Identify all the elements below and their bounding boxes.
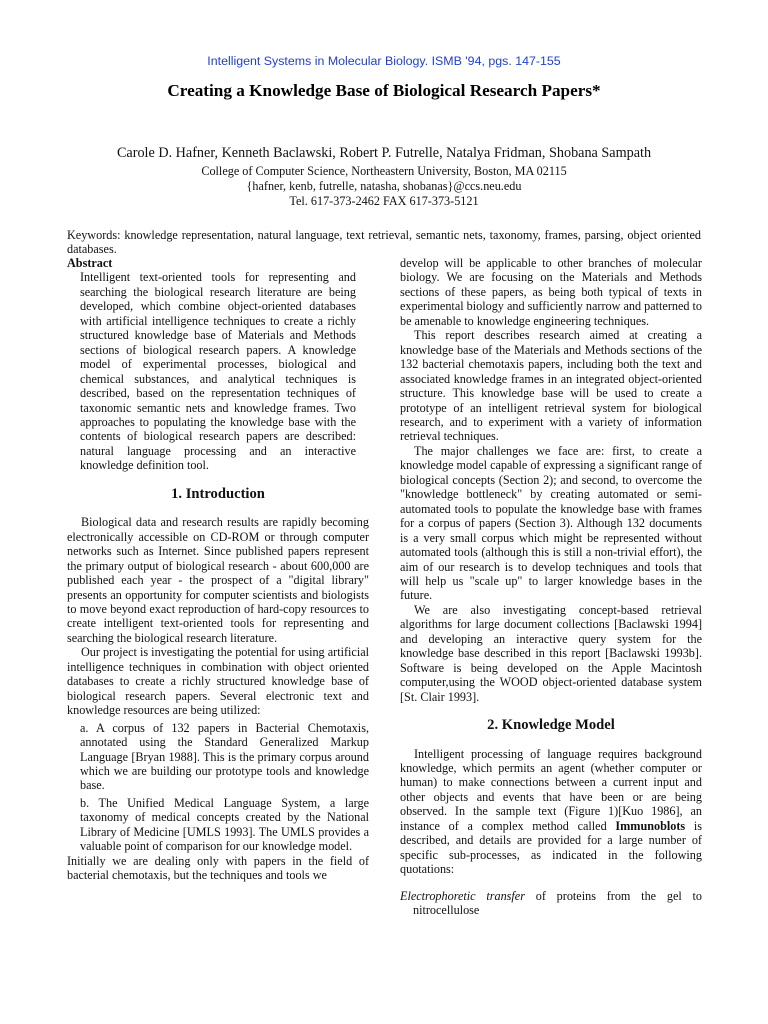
quotation bbox=[400, 889, 702, 918]
list-item-text: a. A corpus of 132 papers in Bacterial Chemotaxis, annotated using the Standard Generalized Markup Language [Bryan 1988]. This is the primary corpus around which we are building our prototype tools and knowledge base. bbox=[80, 720, 369, 793]
paragraph bbox=[400, 747, 702, 877]
list-item-text: b. The Unified Medical Language System, a large taxonomy of medical concepts created by the National Library of Medicine [UMLS 1993]. The UMLS provides a valuable point of comparison for our knowledge model. bbox=[80, 795, 369, 854]
paragraph-text: is described, and details are provided for a large number of specific sub-processes, as indicated in the following quotations: bbox=[400, 818, 702, 877]
paragraph: The major challenges we face are: first, to create a knowledge model capable of expressing a significant range of biological concepts (Section 2); and second, to overcome the "knowledge bottleneck" by creating automated or semi-automated tools to populate the knowledge base with frames for a corpus of papers (Section 3). Although 132 documents is a very small corpus which might be represented without automated tools (although this is still a non-trivial effort), the aim of our research is to develop techniques and tools that will help us "scale up" to larger knowledge bases in the future. bbox=[400, 443, 702, 603]
right-column bbox=[400, 256, 702, 917]
affiliation-line: College of Computer Science, Northeastern University, Boston, MA 02115 bbox=[201, 164, 567, 178]
paragraph: Biological data and research results are rapidly becoming electronically accessible on CD-ROM or through computer networks such as Internet. Since published papers represent the primary output of biological research - about 600,000 are published each year - the prospect of a "digital library" presents an opportunity for computer scientists and biologists to move beyond exact reproduction of hard-copy resources to create intelligent text-oriented tools for representing and searching the biological research literature. bbox=[67, 515, 369, 645]
abstract-heading: Abstract bbox=[67, 256, 113, 270]
emphasized-term: Immunoblots bbox=[615, 818, 686, 833]
quotation-text: of proteins from the gel to nitrocellulose bbox=[413, 888, 702, 918]
affiliation-block bbox=[0, 164, 768, 209]
author-list: Carole D. Hafner, Kenneth Baclawski, Robert P. Futrelle, Natalya Fridman, Shobana Sampath bbox=[116, 145, 652, 161]
quotation-term: Electrophoretic transfer bbox=[400, 888, 525, 903]
email-line: {hafner, kenb, futrelle, natasha, shobanas}@ccs.neu.edu bbox=[246, 179, 522, 193]
abstract-text: Intelligent text-oriented tools for representing and searching the biological research literature are being developed, which combine object-oriented databases with artificial intelligence techniques to create a richly structured knowledge base of Materials and Methods sections of biological research papers. A knowledge model of experimental processes, biological and chemical substances, and analytical techniques is described, based on the representation techniques of taxonomic semantic nets and knowledge frames. Two approaches to populating the knowledge base with the contents of biological research papers are described: natural language processing and an interactive knowledge definition tool. bbox=[80, 270, 356, 473]
paragraph: Our project is investigating the potential for using artificial intelligence techniques in combination with object oriented databases to create a richly structured knowledge base of biological research papers. Several electronic text and knowledge resources are being utilized: bbox=[67, 645, 369, 718]
paragraph-text: Intelligent processing of language requires background knowledge, which permits an agent (whether computer or human) to make connections between a current input and other objects and events that have been or are being observed. In the sample text (Figure 1)[Kuo 1986], an instance of a complex method called bbox=[400, 746, 702, 833]
phone-line: Tel. 617-373-2462 FAX 617-373-5121 bbox=[289, 194, 479, 208]
list-item bbox=[67, 796, 369, 854]
paragraph: We are also investigating concept-based retrieval algorithms for large document collections [Baclawski 1994] and developing an interactive query system for the knowledge base described in this report [Baclawski 1993b]. Software is being developed on the Apple Macintosh computer,using the WOOD object-oriented database system [St. Clair 1993]. bbox=[400, 602, 702, 704]
paragraph: develop will be applicable to other branches of molecular biology. We are focusing on the Materials and Methods sections of these papers, as being both typical of texts in experimental biology and sufficiently narrow and patterned to be amenable to knowledge engineering techniques. bbox=[400, 256, 702, 328]
section-heading: 1. Introduction bbox=[171, 485, 265, 502]
list-item bbox=[67, 721, 369, 793]
keywords: Keywords: knowledge representation, natural language, text retrieval, semantic nets, taxonomy, frames, parsing, object oriented databases. bbox=[67, 228, 701, 256]
paper-title: Creating a Knowledge Base of Biological Research Papers* bbox=[167, 81, 601, 100]
section-heading: 2. Knowledge Model bbox=[487, 717, 615, 734]
paragraph: This report describes research aimed at creating a knowledge base of the Materials and Methods sections of the 132 bacterial chemotaxis papers, including both the text and associated knowledge frames in an integrated object-oriented structure. This knowledge base will be used to create a prototype of an intelligent retrieval system for biological research, and to experiment with a variety of information retrieval techniques. bbox=[400, 328, 702, 444]
venue-header: Intelligent Systems in Molecular Biology. ISMB '94, pgs. 147-155 bbox=[207, 54, 561, 68]
paragraph: Initially we are dealing only with papers in the field of bacterial chemotaxis, but the techniques and tools we bbox=[67, 853, 369, 883]
left-column bbox=[67, 256, 369, 883]
